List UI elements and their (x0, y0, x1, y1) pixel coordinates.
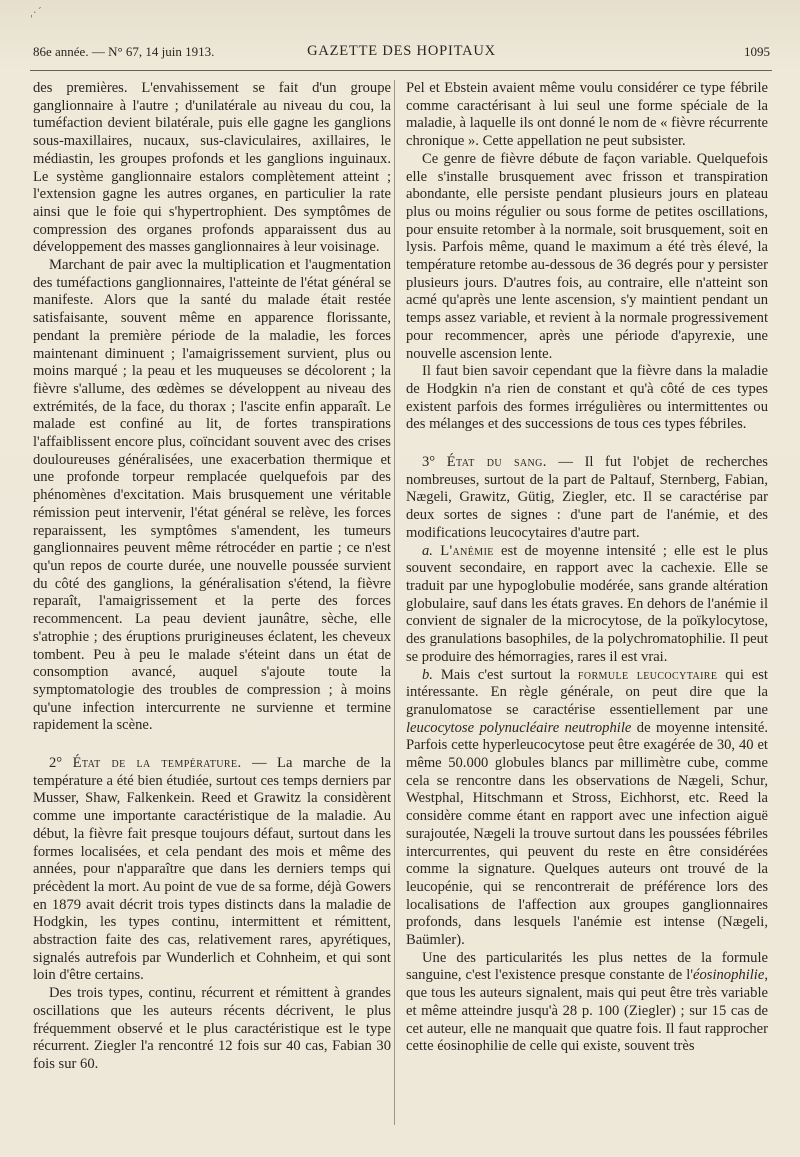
item-text: de moyenne intensité. Parfois cette hyperleucocytose peut être exagérée de 30, 40 et même 50.000 globules blancs par millimètre cube, comme cela se rencontre dans les observations de Nægeli, Schur, Westphal, Hitschmann et Stross, Eichhorst, etc. Reed la considère comme étant en rapport avec une infection aiguë surajoutée, Nægeli la trouve surtout dans les poussées fébriles intercurrentes, qui peuvent du reste en être considérées comme la signature. Quelques auteurs ont trouvé de la leucopénie, qui se rencontrerait de préférence lors des localisations de l'affection aux groupes ganglionnaires profonds, dans lesquels l'anémie est intense (Nægeli, Baümler). (406, 719, 768, 949)
paragraph: des premières. L'envahissement se fait d'un groupe ganglionnaire à l'autre ; d'unilatérale au niveau du cou, la tuméfaction devient bilatérale, puis elle gagne les ganglions sous-maxillaires, nucaux, sus-claviculaires, axillaires, le médiastin, les groupes profonds et les ganglions inguinaux. Le système ganglionnaire estalors complètement atteint ; l'extension gagne les autres organes, en particulier la rate ainsi que le foie qui s'hypertrophient. Des symptômes de compression des organes profonds apparaissent dus au développement des masses ganglionnaires à leur voisinage. (33, 80, 391, 256)
section-text: — Il fut l'objet de recherches nombreuses, surtout de la part de Paltauf, Sternberg, Fabian, Nægeli, Grawitz, Gütig, Ziegler, etc. Il se caractérise par deux sortes de signes : d'une part de l'anémie, et des modifications leucocytaires d'autre part. (406, 454, 768, 541)
right-column (406, 80, 768, 1056)
item-text: , que tous les auteurs signalent, mais qui peut être très variable et même atteindre jusqu'à 28 p. 100 (Ziegler) ; sur 15 cas de cet auteur, elle ne manquait que quatre fois. Il faut rapprocher cette éosinophilie de celle qui existe, souvent très (406, 967, 768, 1055)
paragraph: Pel et Ebstein avaient même voulu considérer ce type fébrile comme caractérisant à lui seul une forme spéciale de la maladie, à laquelle ils ont donné le nom de « fièvre récurrente chronique ». Cette appellation ne peut subsister. (406, 80, 768, 150)
item-text: qui est intéressante. En règle générale, on peut dire que la granulomatose se caractérise essentiellement par une (406, 666, 768, 718)
section-number: 3° (422, 454, 436, 471)
paragraph: Il faut bien savoir cependant que la fièvre dans la maladie de Hodgkin n'a rien de constant et qu'à côté de ces types existent parfois des formes irrégulières ou intermittentes ou des mélanges et des successions de tous ces types fébriles. (406, 363, 768, 433)
paragraph: Ce genre de fièvre débute de façon variable. Quelquefois elle s'installe brusquement avec frisson et transpiration abondante, elle persiste pendant plusieurs jours en plateau plus ou moins régulier ou sous forme de petites oscillations, pour ensuite retomber à la normale, soit brusquement, soit en lysis. Parfois même, quand le maximum a été très élevé, la température retombe au-dessous de 36 degrés pour y persister plusieurs jours. D'autres fois, au contraire, elle n'atteint son acmé qu'après une lente ascension, s'y maintient pendant un temps assez variable, et revient à la normale progressivement pour recommencer, après une période d'apyrexie, une nouvelle ascension lente. (406, 150, 768, 362)
issue-info: 86e année. — N° 67, 14 juin 1913. (33, 44, 215, 59)
margin-mark: ˌ·´ (30, 6, 43, 19)
section-title: État du sang. (446, 454, 547, 471)
italic-term: éosinophilie (693, 967, 765, 984)
item-text: Mais c'est surtout la (432, 666, 578, 683)
journal-title: GAZETTE DES HOPITAUX (307, 43, 496, 59)
item-term: formule leucocytaire (577, 666, 718, 683)
section-text: — La marche de la température a été bien étudiée, surtout ces temps derniers par Musser, Shaw, Falkenkein. Reed et Grawitz la considèrent comme une importante caractéristique de la maladie. Au début, la fièvre fait presque toujours défaut, surtout dans les formes localisées, et cela pendant des mois et même des années, pour n'apparaître que dans les derniers temps qui précèdent la mort. Au point de vue de sa forme, déjà Gowers en 1879 avait décrit trois types distincts dans la maladie de Hodgkin, les types continu, intermittent et rémittent, abstraction faite des cas, relativement rares, apyrétiques, signalés autrefois par Wunderlich et Cohnheim, et qui sont loin d'être certains. (33, 755, 391, 984)
section-blood (406, 454, 768, 543)
page-number: 1095 (744, 44, 770, 59)
paragraph: Des trois types, continu, récurrent et rémittent à grandes oscillations que les auteurs récents décrivent, le plus fréquemment observé et le plus caractéristique est le type récurrent. Ziegler l'a rencontré 12 fois sur 40 cas, Fabian 30 fois sur 60. (33, 985, 391, 1072)
section-title: État de la température. (72, 755, 242, 772)
section-temperature (33, 755, 391, 985)
page-header (33, 40, 770, 64)
item-label: a. (422, 542, 433, 559)
left-column (33, 80, 391, 1074)
paragraph-eosinophilia (406, 950, 768, 1056)
section-number: 2° (49, 755, 63, 772)
item-label: b. (422, 666, 433, 683)
paragraph: Marchant de pair avec la multiplication et l'augmentation des tuméfactions ganglionnaires, l'atteinte de l'état général se manifeste. Alors que la santé du malade était restée satisfaisante, souvent même en apparence florissante, pendant la première période de la maladie, les forces maintenant diminuent ; l'amaigrissement survient, plus ou moins marqué ; la peau et les muqueuses se décolorent ; la fièvre s'allume, des œdèmes se développent au niveau des extrémités, de la face, du thorax ; l'ascite enfin apparaît. Le malade est confiné au lit, de fortes transpirations l'affaiblissent encore plus, coïncidant souvent avec des crises douloureuses généralisées, une exacerbation thermique et une profonde torpeur remplacée quelquefois par des phénomènes d'excitation. Mais brusquement une véritable rémission peut intervenir, l'état général se relève, les forces reparaissent, les symptômes s'amendent, les tumeurs ganglionnaires peuvent même rétrocéder en partie ; ce n'est qu'un repos de courte durée, une nouvelle poussée survient du côté des ganglions, la généralisation s'étend, la fièvre reparaît, l'amaigrissement et la perte des forces recommencent. La peau devient jaunâtre, sèche, elle s'atrophie ; des éruptions prurigineuses éclatent, les cheveux tombent. Peu à peu le malade s'éteint dans un état de consomption avancé, auquel s'ajoute toute la symptomatologie des troubles de compression ; à moins qu'une infection intercurrente ne survienne et termine rapidement la scène. (33, 257, 391, 734)
italic-term: leucocytose polynucléaire neutrophile (406, 719, 632, 736)
item-text: Une des particularités les plus nettes de la formule sanguine, c'est l'existence presque constante de l' (406, 949, 768, 984)
subsection-leukocyte-formula (406, 667, 768, 950)
header-rule (30, 70, 772, 71)
item-text: est de moyenne intensité ; elle est le plus souvent secondaire, en rapport avec la cachexie. Elle se traduit par une hypoglobulie modérée, sans grande altération globulaire, sauf dans les états graves. En dehors de l'anémie il convient de signaler de la microcytose, de la poïkylocytose, des granulations basophiles, de la polychromatophilie. Il peut se produire des hémorragies, rares il est vrai. (406, 542, 768, 665)
column-divider (394, 80, 395, 1125)
item-term: L'anémie (440, 542, 494, 559)
subsection-anemia (406, 543, 768, 667)
